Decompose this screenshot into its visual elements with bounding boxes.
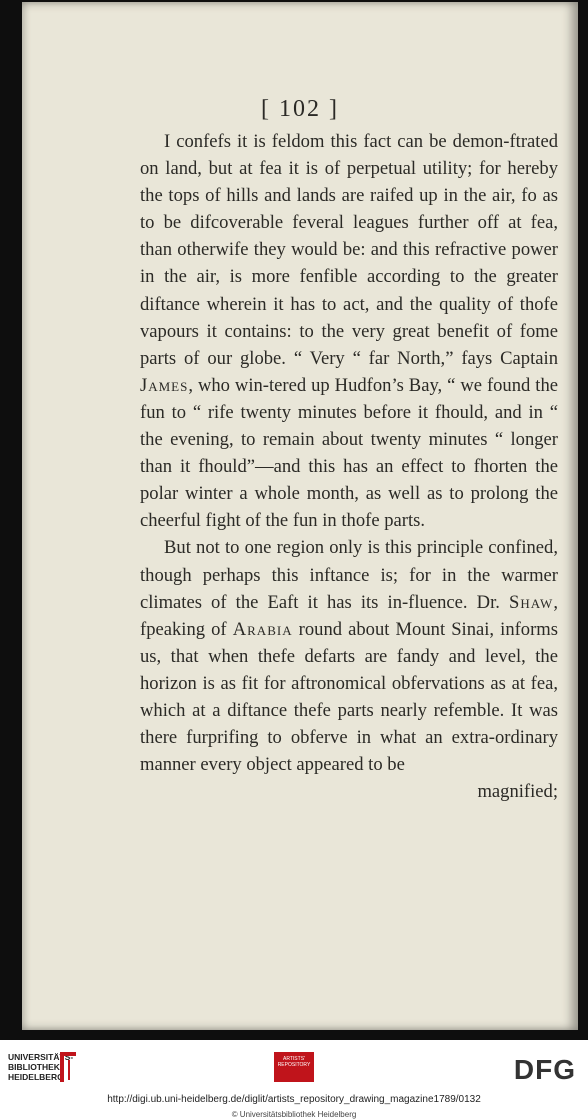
permalink[interactable]: http://digi.ub.uni-heidelberg.de/diglit/artists_repository_drawing_magazine1789/0132 <box>107 1094 481 1105</box>
copyright-notice: © Universitätsbibliothek Heidelberg <box>231 1110 357 1119</box>
book-page <box>22 2 578 1030</box>
journal-logo[interactable]: ARTISTS' REPOSITORY <box>274 1052 314 1082</box>
catchword: magnified; <box>477 781 558 803</box>
university-library-logo[interactable]: UNIVERSITÄTS- BIBLIOTHEK HEIDELBERG <box>8 1052 74 1082</box>
library-mark-icon <box>60 1052 76 1082</box>
dfg-logo[interactable]: DFG <box>513 1054 576 1085</box>
paragraph-1: I confefs it is feldom this fact can be demon-ftrated on land, but at fea it is of perpetual utility; for hereby the tops of hills and lands are raifed up in the air, fo as to be difcoverable feveral leagues further off at fea, than otherwife they would be: and this refractive power in the air, is more fenfible according to the greater diftance wherein it has to act, and the quality of thofe vapours it contains: to the very great benefit of fome parts of our globe. “ Very “ far North,” fays Captain James, who win-tered up Hudfon’s Bay, “ we found the fun to “ rife twenty minutes before it fhould, and in “ the evening, to remain about twenty minutes “ longer than it fhould”—and this has an effect to fhorten the polar winter a whole month, as well as to prolong the cheerful fight of the fun in thofe parts. <box>140 131 558 532</box>
small-caps-name: Shaw <box>508 591 554 613</box>
paragraph-2: But not to one region only is this principle confined, though perhaps this inftance is; for in the warmer climates of the Eaft it has its in-fluence. Dr. Shaw, fpeaking of Arabia round about Mount Sinai, informs us, that when thefe defarts are fandy and level, the horizon is as fit for aftronomical obfervations as at fea, which at a diftance thefe parts nearly refemble. It was there furprifing to obferve in what an extra-ordinary manner every object appeared to be <box>140 537 558 776</box>
footer <box>0 1040 588 1118</box>
page-number-header: [ 102 ] <box>261 96 339 122</box>
small-caps-name: James <box>140 374 189 396</box>
small-caps-place: Arabia <box>232 618 293 640</box>
body-text <box>140 128 558 805</box>
